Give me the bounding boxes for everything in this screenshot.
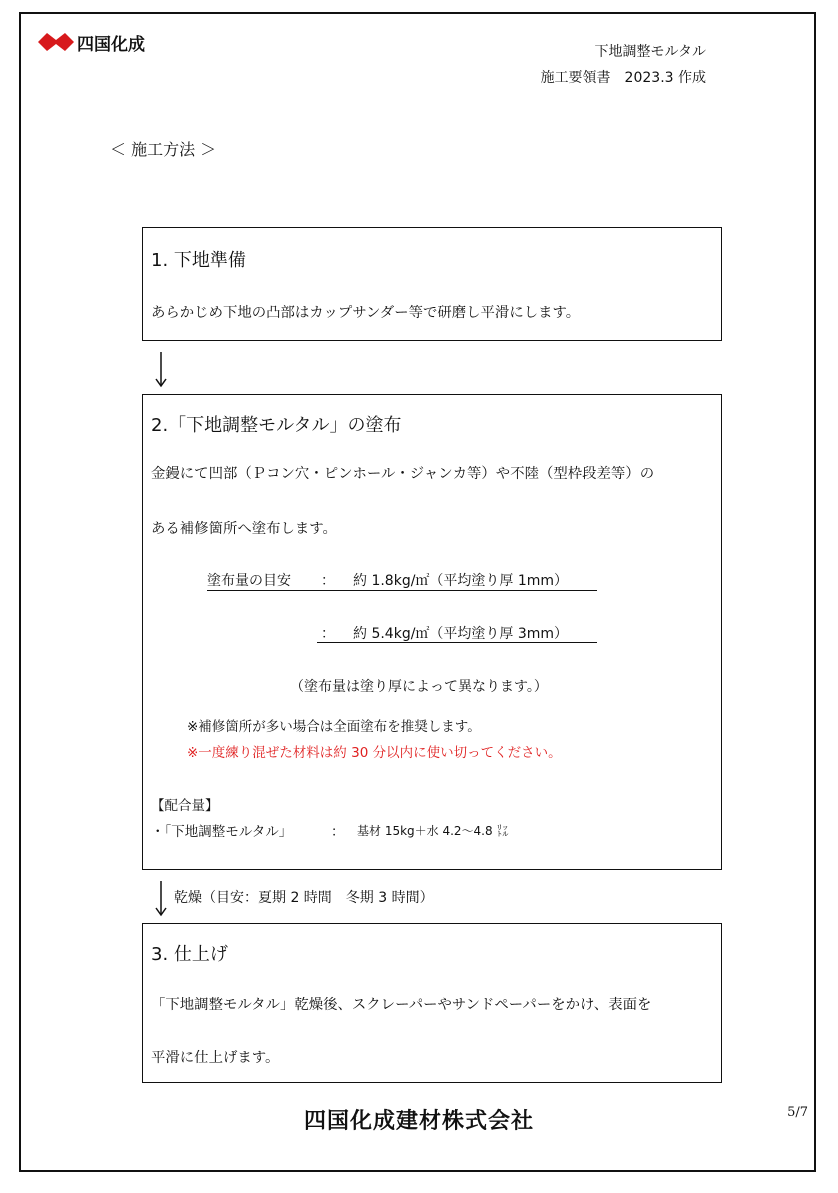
step2-text-line1: 金鏝にて凹部（Ｐコン穴・ピンホール・ジャンカ等）や不陸（型枠段差等）の: [151, 466, 655, 482]
down-arrow-icon: [152, 351, 170, 389]
mix-value: 基材 15kg＋水 4.2～4.8 ㍑: [357, 824, 509, 838]
drying-time: 乾燥（目安：夏期 2 時間 冬期 3 時間）: [174, 890, 434, 906]
note-warning: ※一度練り混ぜた材料は約 30 分以内に使い切ってください。: [187, 745, 562, 761]
step3-title: 3. 仕上げ: [151, 944, 228, 965]
section-heading: ＜ 施工方法 ＞: [110, 140, 217, 159]
step1-text: あらかじめ下地の凸部はカップサンダー等で研磨し平滑にします。: [151, 305, 581, 321]
coverage-colon-2: ：: [321, 626, 335, 642]
logo-text: 四国化成: [77, 34, 145, 55]
step3-box: [142, 923, 722, 1083]
mix-colon: ：: [331, 824, 345, 840]
mix-heading: 【配合量】: [151, 798, 219, 814]
coverage-underline-1: [207, 590, 597, 591]
coverage-underline-2: [317, 642, 597, 643]
coverage-note: （塗布量は塗り厚によって異なります。）: [290, 679, 548, 695]
step1-title: 1. 下地準備: [151, 250, 246, 271]
step2-box: [142, 394, 722, 870]
mix-product: ・「下地調整モルタル」: [151, 824, 293, 840]
document-meta: 施工要領書 2023.3 作成: [540, 70, 706, 86]
document-title: 下地調整モルタル: [594, 44, 706, 60]
step2-title: 2.「下地調整モルタル」の塗布: [151, 415, 402, 436]
coverage-value-2: 約 5.4kg/㎡（平均塗り厚 3mm）: [353, 626, 569, 642]
coverage-label: 塗布量の目安: [207, 573, 291, 589]
page-number: 5/7: [787, 1105, 808, 1120]
coverage-value-1: 約 1.8kg/㎡（平均塗り厚 1mm）: [353, 573, 569, 589]
coverage-colon-1: ：: [321, 573, 335, 589]
logo-diamond-icon: [38, 32, 74, 52]
note-recommend: ※補修箇所が多い場合は全面塗布を推奨します。: [187, 719, 481, 735]
step3-text-line2: 平滑に仕上げます。: [151, 1050, 280, 1066]
step1-box: [142, 227, 722, 341]
company-name: 四国化成建材株式会社: [303, 1109, 534, 1134]
step3-text-line1: 「下地調整モルタル」乾燥後、スクレーパーやサンドペーパーをかけ、表面を: [151, 997, 652, 1013]
down-arrow-icon: [152, 880, 170, 918]
step2-text-line2: ある補修箇所へ塗布します。: [151, 521, 337, 537]
company-logo: [38, 30, 145, 54]
